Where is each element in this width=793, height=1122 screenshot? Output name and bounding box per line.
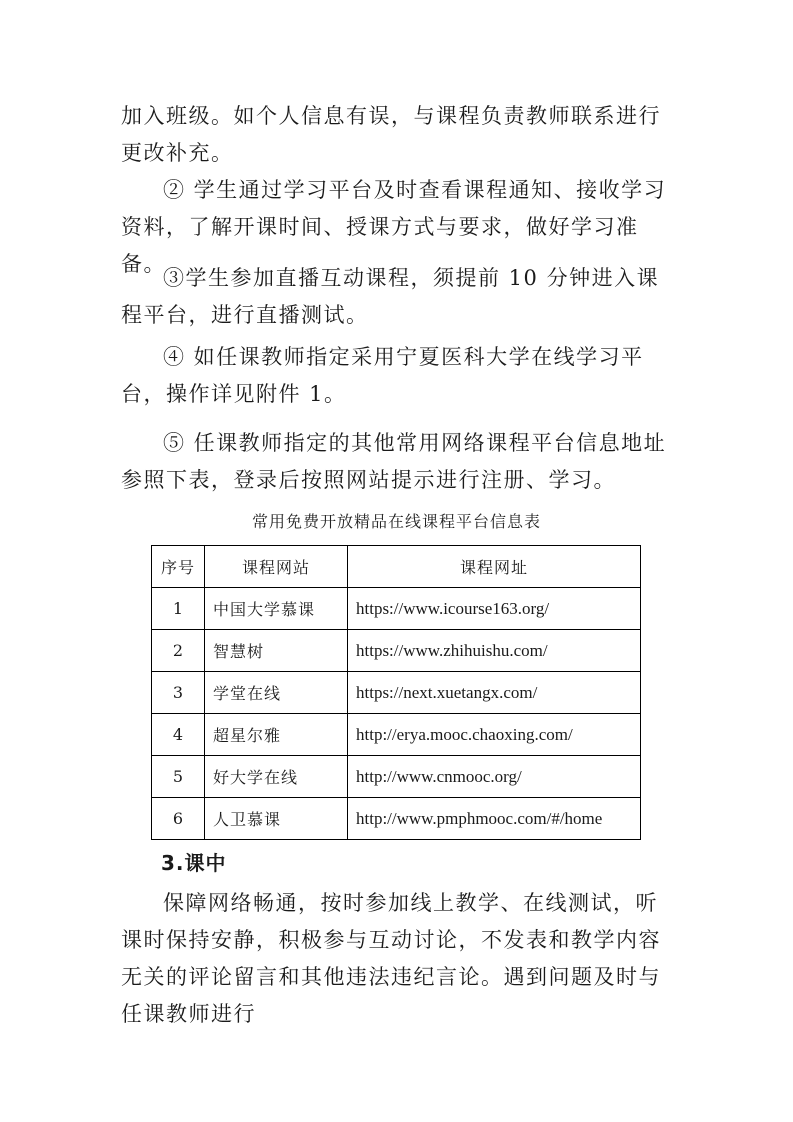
row-site-name: 人卫慕课 bbox=[205, 798, 348, 840]
header-index: 序号 bbox=[152, 546, 205, 588]
table-header-row bbox=[152, 546, 641, 588]
table-row bbox=[152, 588, 641, 630]
row-index: 6 bbox=[152, 798, 205, 840]
table-row bbox=[152, 630, 641, 672]
row-url-link[interactable]: https://next.xuetangx.com/ bbox=[348, 672, 641, 714]
row-index: 5 bbox=[152, 756, 205, 798]
header-url: 课程网址 bbox=[348, 546, 641, 588]
paragraph-live-course: ③学生参加直播互动课程，须提前 10 分钟进入课程平台，进行直播测试。 bbox=[121, 266, 660, 327]
row-site-name: 智慧树 bbox=[205, 630, 348, 672]
row-index: 3 bbox=[152, 672, 205, 714]
paragraph-nxmu-platform: ④ 如任课教师指定采用宁夏医科大学在线学习平台，操作详见附件 1。 bbox=[121, 345, 644, 406]
platform-table bbox=[151, 545, 641, 840]
table-row bbox=[152, 798, 641, 840]
header-site: 课程网站 bbox=[205, 546, 348, 588]
paragraph-other-platforms: ⑤ 任课教师指定的其他常用网络课程平台信息地址参照下表，登录后按照网站提示进行注册、学习。 bbox=[121, 431, 667, 492]
table-caption: 常用免费开放精品在线课程平台信息表 bbox=[251, 512, 541, 531]
row-url-link[interactable]: http://erya.mooc.chaoxing.com/ bbox=[348, 714, 641, 756]
table-row bbox=[152, 672, 641, 714]
row-site-name: 超星尔雅 bbox=[205, 714, 348, 756]
section-heading: 3.课中 bbox=[161, 851, 227, 875]
row-url-link[interactable]: https://www.zhihuishu.com/ bbox=[348, 630, 641, 672]
paragraph-class-join: 加入班级。如个人信息有误，与课程负责教师联系进行更改补充。 bbox=[121, 104, 661, 165]
row-site-name: 学堂在线 bbox=[205, 672, 348, 714]
table-row bbox=[152, 756, 641, 798]
row-site-name: 好大学在线 bbox=[205, 756, 348, 798]
table-row bbox=[152, 714, 641, 756]
row-url-link[interactable]: http://www.pmphmooc.com/#/home bbox=[348, 798, 641, 840]
row-site-name: 中国大学慕课 bbox=[205, 588, 348, 630]
row-index: 2 bbox=[152, 630, 205, 672]
row-url-link[interactable]: http://www.cnmooc.org/ bbox=[348, 756, 641, 798]
paragraph-in-class: 保障网络畅通，按时参加线上教学、在线测试，听课时保持安静，积极参与互动讨论，不发表和教学内容无关的评论留言和其他违法违纪言论。遇到问题及时与任课教师进行 bbox=[121, 891, 661, 1026]
row-url-link[interactable]: https://www.icourse163.org/ bbox=[348, 588, 641, 630]
row-index: 4 bbox=[152, 714, 205, 756]
row-index: 1 bbox=[152, 588, 205, 630]
paragraph-check-notices: ② 学生通过学习平台及时查看课程通知、接收学习资料，了解开课时间、授课方式与要求，做好学习准备。 bbox=[121, 178, 667, 276]
